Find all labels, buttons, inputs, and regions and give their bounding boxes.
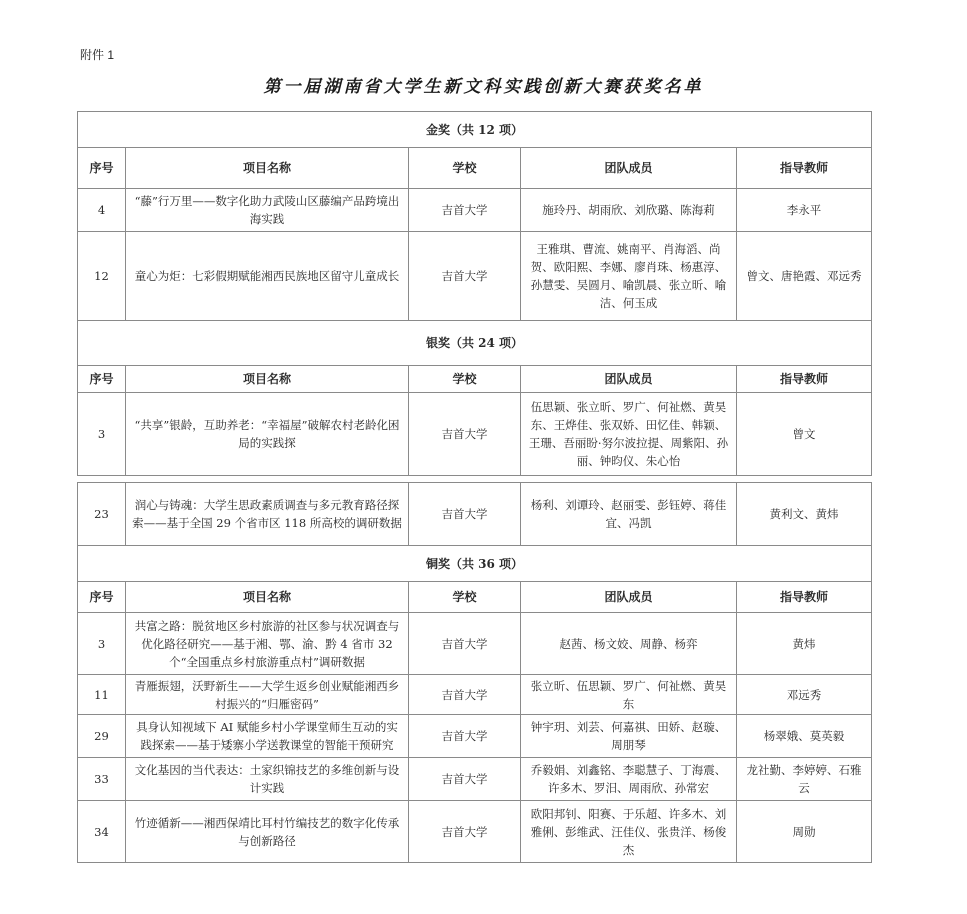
table-row (78, 613, 872, 675)
table-row (78, 483, 872, 546)
table-row (78, 801, 872, 863)
table-row (78, 189, 872, 232)
cell-school: 吉首大学 (409, 189, 521, 232)
cell-no: 4 (78, 189, 126, 232)
cell-members: 张立昕、伍思颖、罗广、何祉燃、黄昊东 (521, 675, 737, 715)
cell-members: 欧阳邦钊、阳赛、于乐超、许多木、刘雅俐、彭维武、汪佳仪、张贵洋、杨俊杰 (521, 801, 737, 863)
cell-advisors: 黄炜 (737, 613, 872, 675)
header-members: 团队成员 (521, 148, 737, 189)
header-row (78, 582, 872, 613)
cell-project: 具身认知视域下 AI 赋能乡村小学课堂师生互动的实践探索——基于矮寨小学送教课堂的智能干预研究 (126, 715, 409, 758)
cell-school: 吉首大学 (409, 801, 521, 863)
header-row (78, 366, 872, 393)
header-project: 项目名称 (126, 582, 409, 613)
cell-project: 竹迹循新——湘西保靖比耳村竹编技艺的数字化传承与创新路径 (126, 801, 409, 863)
header-no: 序号 (78, 582, 126, 613)
attachment-label: 附件 1 (80, 48, 115, 62)
header-advisors: 指导教师 (737, 582, 872, 613)
table-row (78, 232, 872, 321)
cell-members: 赵茜、杨文姣、周静、杨弈 (521, 613, 737, 675)
cell-project: “共享”银龄，互助养老：“幸福屋”破解农村老龄化困局的实践探 (126, 393, 409, 476)
cell-project: “藤”行万里——数字化助力武陵山区藤编产品跨境出海实践 (126, 189, 409, 232)
cell-advisors: 周勋 (737, 801, 872, 863)
section-title-row-silver (78, 321, 872, 366)
cell-no: 11 (78, 675, 126, 715)
cell-school: 吉首大学 (409, 758, 521, 801)
section-title-row-bronze (78, 546, 872, 582)
awards-table-part-2 (77, 482, 872, 863)
header-no: 序号 (78, 366, 126, 393)
header-school: 学校 (409, 582, 521, 613)
header-no: 序号 (78, 148, 126, 189)
cell-members: 乔毅娟、刘鑫铭、李聪慧子、丁海震、许多木、罗汨、周雨欣、孙常宏 (521, 758, 737, 801)
table-row (78, 393, 872, 476)
cell-members: 伍思颖、张立昕、罗广、何祉燃、黄昊东、王烨佳、张双娇、田忆佳、韩颖、王珊、吾丽盼·努尔波拉提、周紫阳、孙丽、钟昀仪、朱心怡 (521, 393, 737, 476)
cell-advisors: 曾文 (737, 393, 872, 476)
cell-project: 润心与铸魂：大学生思政素质调查与多元教育路径探索——基于全国 29 个省市区 118 所高校的调研数据 (126, 483, 409, 546)
cell-advisors: 黄利文、黄炜 (737, 483, 872, 546)
cell-project: 文化基因的当代表达：土家织锦技艺的多维创新与设计实践 (126, 758, 409, 801)
cell-no: 29 (78, 715, 126, 758)
cell-advisors: 邓远秀 (737, 675, 872, 715)
cell-school: 吉首大学 (409, 483, 521, 546)
cell-members: 施玲丹、胡雨欣、刘欣璐、陈海莉 (521, 189, 737, 232)
cell-members: 杨利、刘谭玲、赵丽雯、彭钰婷、蒋佳宜、冯凯 (521, 483, 737, 546)
cell-no: 33 (78, 758, 126, 801)
cell-project: 共富之路：脱贫地区乡村旅游的社区参与状况调查与优化路径研究——基于湘、鄂、渝、黔 4 省市 32 个“全国重点乡村旅游重点村”调研数据 (126, 613, 409, 675)
cell-advisors: 曾文、唐艳霞、邓远秀 (737, 232, 872, 321)
cell-advisors: 龙社勤、李婷婷、石雅云 (737, 758, 872, 801)
header-row (78, 148, 872, 189)
table-row (78, 675, 872, 715)
header-school: 学校 (409, 148, 521, 189)
cell-no: 34 (78, 801, 126, 863)
cell-members: 王雅琪、曹流、姚南平、肖海滔、尚贺、欧阳熙、李娜、廖肖珠、杨惠淳、孙慧雯、吴圆月、喻凯晨、张立昕、喻洁、何玉成 (521, 232, 737, 321)
section-title-gold: 金奖（共 12 项） (78, 112, 872, 148)
header-project: 项目名称 (126, 366, 409, 393)
cell-members: 钟宇玥、刘芸、何嘉祺、田娇、赵璇、周朋琴 (521, 715, 737, 758)
header-project: 项目名称 (126, 148, 409, 189)
cell-school: 吉首大学 (409, 393, 521, 476)
cell-school: 吉首大学 (409, 613, 521, 675)
table-row (78, 715, 872, 758)
document-title: 第一届湖南省大学生新文科实践创新大赛获奖名单 (263, 77, 704, 97)
cell-school: 吉首大学 (409, 232, 521, 321)
cell-no: 23 (78, 483, 126, 546)
cell-no: 3 (78, 393, 126, 476)
header-advisors: 指导教师 (737, 148, 872, 189)
cell-no: 3 (78, 613, 126, 675)
section-title-row-gold (78, 112, 872, 148)
cell-advisors: 李永平 (737, 189, 872, 232)
cell-project: 青雁振翅，沃野新生——大学生返乡创业赋能湘西乡村振兴的“归雁密码” (126, 675, 409, 715)
cell-school: 吉首大学 (409, 675, 521, 715)
section-title-bronze: 铜奖（共 36 项） (78, 546, 872, 582)
cell-project: 童心为炬：七彩假期赋能湘西民族地区留守儿童成长 (126, 232, 409, 321)
header-members: 团队成员 (521, 366, 737, 393)
awards-table-part-1 (77, 111, 872, 476)
section-title-silver: 银奖（共 24 项） (78, 321, 872, 366)
header-advisors: 指导教师 (737, 366, 872, 393)
table-row (78, 758, 872, 801)
header-members: 团队成员 (521, 582, 737, 613)
cell-no: 12 (78, 232, 126, 321)
cell-advisors: 杨翠娥、莫英毅 (737, 715, 872, 758)
cell-school: 吉首大学 (409, 715, 521, 758)
header-school: 学校 (409, 366, 521, 393)
